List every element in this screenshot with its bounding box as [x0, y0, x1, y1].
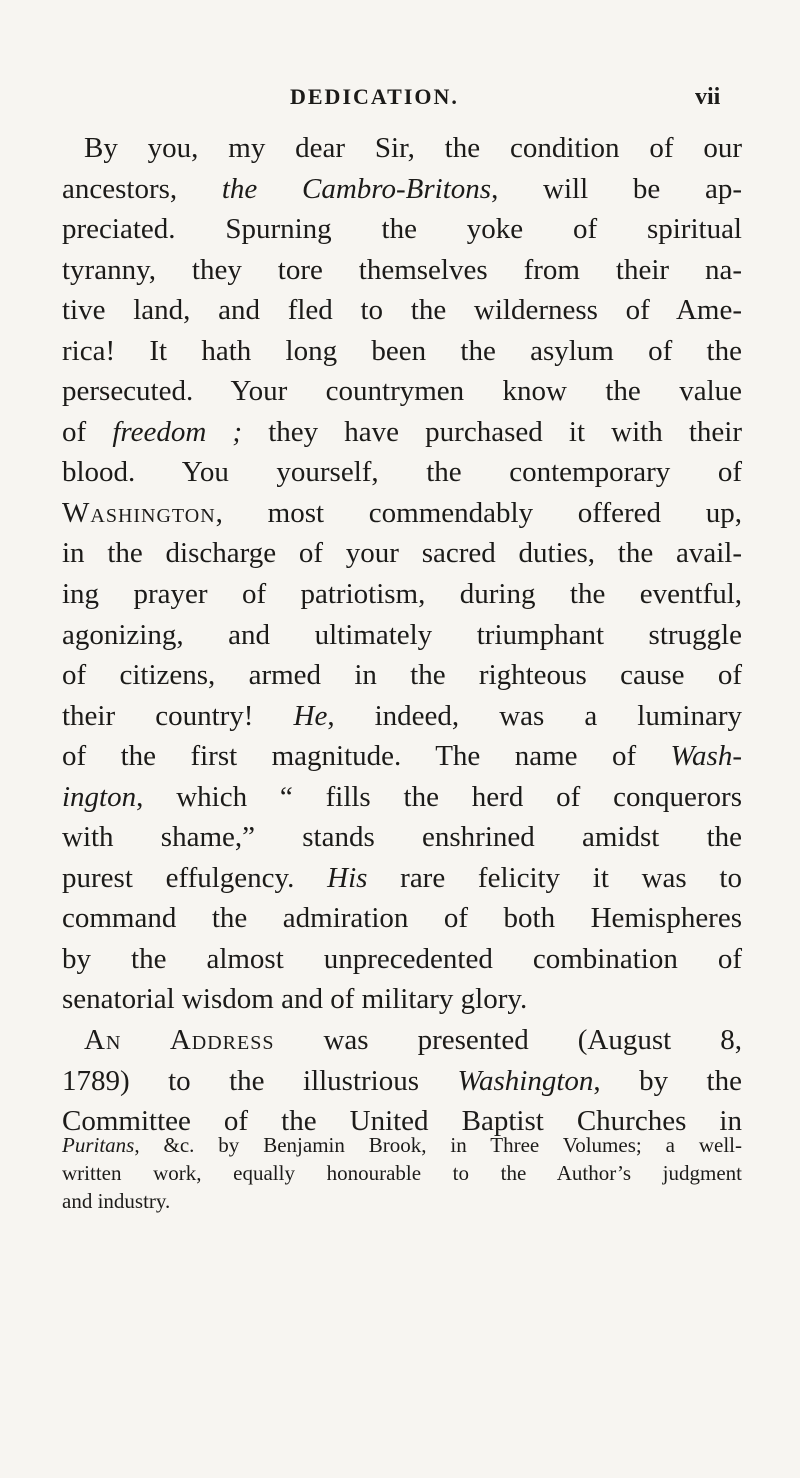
text-span: and industry. — [62, 1189, 171, 1213]
text-span: Committee of the United Baptist Churches in — [62, 1105, 742, 1138]
text-line — [62, 574, 742, 615]
italic-span: ington — [62, 780, 137, 813]
text-span: ancestors, — [62, 172, 222, 205]
text-line — [62, 858, 742, 899]
text-line — [62, 290, 742, 331]
italic-span: the Cambro-Britons — [221, 172, 492, 205]
text-line — [62, 452, 742, 493]
footnote-line — [62, 1159, 742, 1187]
text-line — [62, 250, 742, 291]
small-caps-span: Washington — [62, 496, 216, 529]
text-line — [62, 169, 742, 210]
text-line — [62, 209, 742, 250]
text-span: , will be ap- — [491, 172, 742, 205]
footnote — [62, 1131, 742, 1215]
text-span: their country! — [62, 699, 294, 732]
text-span: , most commendably offered up, — [215, 496, 742, 529]
text-span: command the admiration of both Hemispheres — [62, 902, 742, 935]
text-line — [62, 615, 742, 656]
text-span: , which “ fills the herd of conquerors — [136, 780, 742, 813]
text-line — [62, 371, 742, 412]
text-span: , by the — [593, 1064, 742, 1097]
text-span: they have purchased it with their — [242, 415, 742, 448]
text-span: of — [62, 415, 113, 448]
text-span: agonizing, and ultimately triumphant struggle — [62, 618, 742, 651]
text-span: , indeed, was a luminary — [327, 699, 742, 732]
text-span: in the discharge of your sacred duties, the avail- — [62, 537, 742, 570]
text-line — [62, 898, 742, 939]
italic-span: His — [327, 861, 368, 894]
text-line — [62, 696, 742, 737]
text-span: persecuted. Your countrymen know the value — [62, 375, 742, 408]
text-span: tyranny, they tore themselves from their na- — [62, 253, 742, 286]
running-head-title: DEDICATION. — [290, 84, 459, 109]
text-span: rica! It hath long been the asylum of the — [62, 334, 742, 367]
text-line — [62, 128, 742, 169]
text-span: By you, my dear Sir, the condition of our — [84, 132, 742, 164]
text-line — [62, 1020, 742, 1061]
text-span: written work, equally honourable to the Author’s judgment — [62, 1161, 742, 1185]
text-span: 1789) to the illustrious — [62, 1064, 458, 1097]
text-span: purest effulgency. — [62, 861, 328, 894]
text-line — [62, 331, 742, 372]
text-span: by the almost unprecedented combination of — [62, 942, 742, 975]
dedication-body — [62, 128, 742, 1142]
running-head — [0, 84, 800, 114]
text-line — [62, 939, 742, 980]
text-span: of the first magnitude. The name of — [62, 740, 671, 773]
text-span: tive land, and fled to the wilderness of Ame- — [62, 294, 742, 327]
text-line — [62, 1061, 742, 1102]
text-line — [62, 777, 742, 818]
footnote-line — [62, 1187, 742, 1215]
text-line — [62, 736, 742, 777]
text-span: senatorial wisdom and of military glory. — [62, 983, 528, 1016]
italic-span: Puritans — [62, 1133, 135, 1157]
text-span: was presented (August 8, — [274, 1024, 742, 1057]
text-span: of citizens, armed in the righteous cause of — [62, 659, 742, 692]
small-caps-span: An Address — [84, 1024, 275, 1057]
text-line — [62, 655, 742, 696]
footnote-line — [62, 1131, 742, 1159]
text-span: , &c. by Benjamin Brook, in Three Volumes; a well- — [134, 1133, 742, 1157]
text-span: rare felicity it was to — [367, 861, 742, 894]
italic-span: freedom ; — [112, 415, 243, 448]
italic-span: Washington — [457, 1064, 594, 1097]
italic-span: He — [293, 699, 328, 732]
text-line — [62, 493, 742, 534]
text-line — [62, 533, 742, 574]
page-number: vii — [695, 84, 721, 110]
text-line — [62, 817, 742, 858]
text-line — [62, 412, 742, 453]
text-span: with shame,” stands enshrined amidst the — [62, 821, 742, 854]
text-span: preciated. Spurning the yoke of spiritual — [62, 213, 742, 246]
text-line — [62, 979, 742, 1020]
italic-span: Wash- — [670, 740, 742, 773]
text-span: ing prayer of patriotism, during the eventful, — [62, 578, 742, 611]
text-span: blood. You yourself, the contemporary of — [62, 456, 742, 489]
